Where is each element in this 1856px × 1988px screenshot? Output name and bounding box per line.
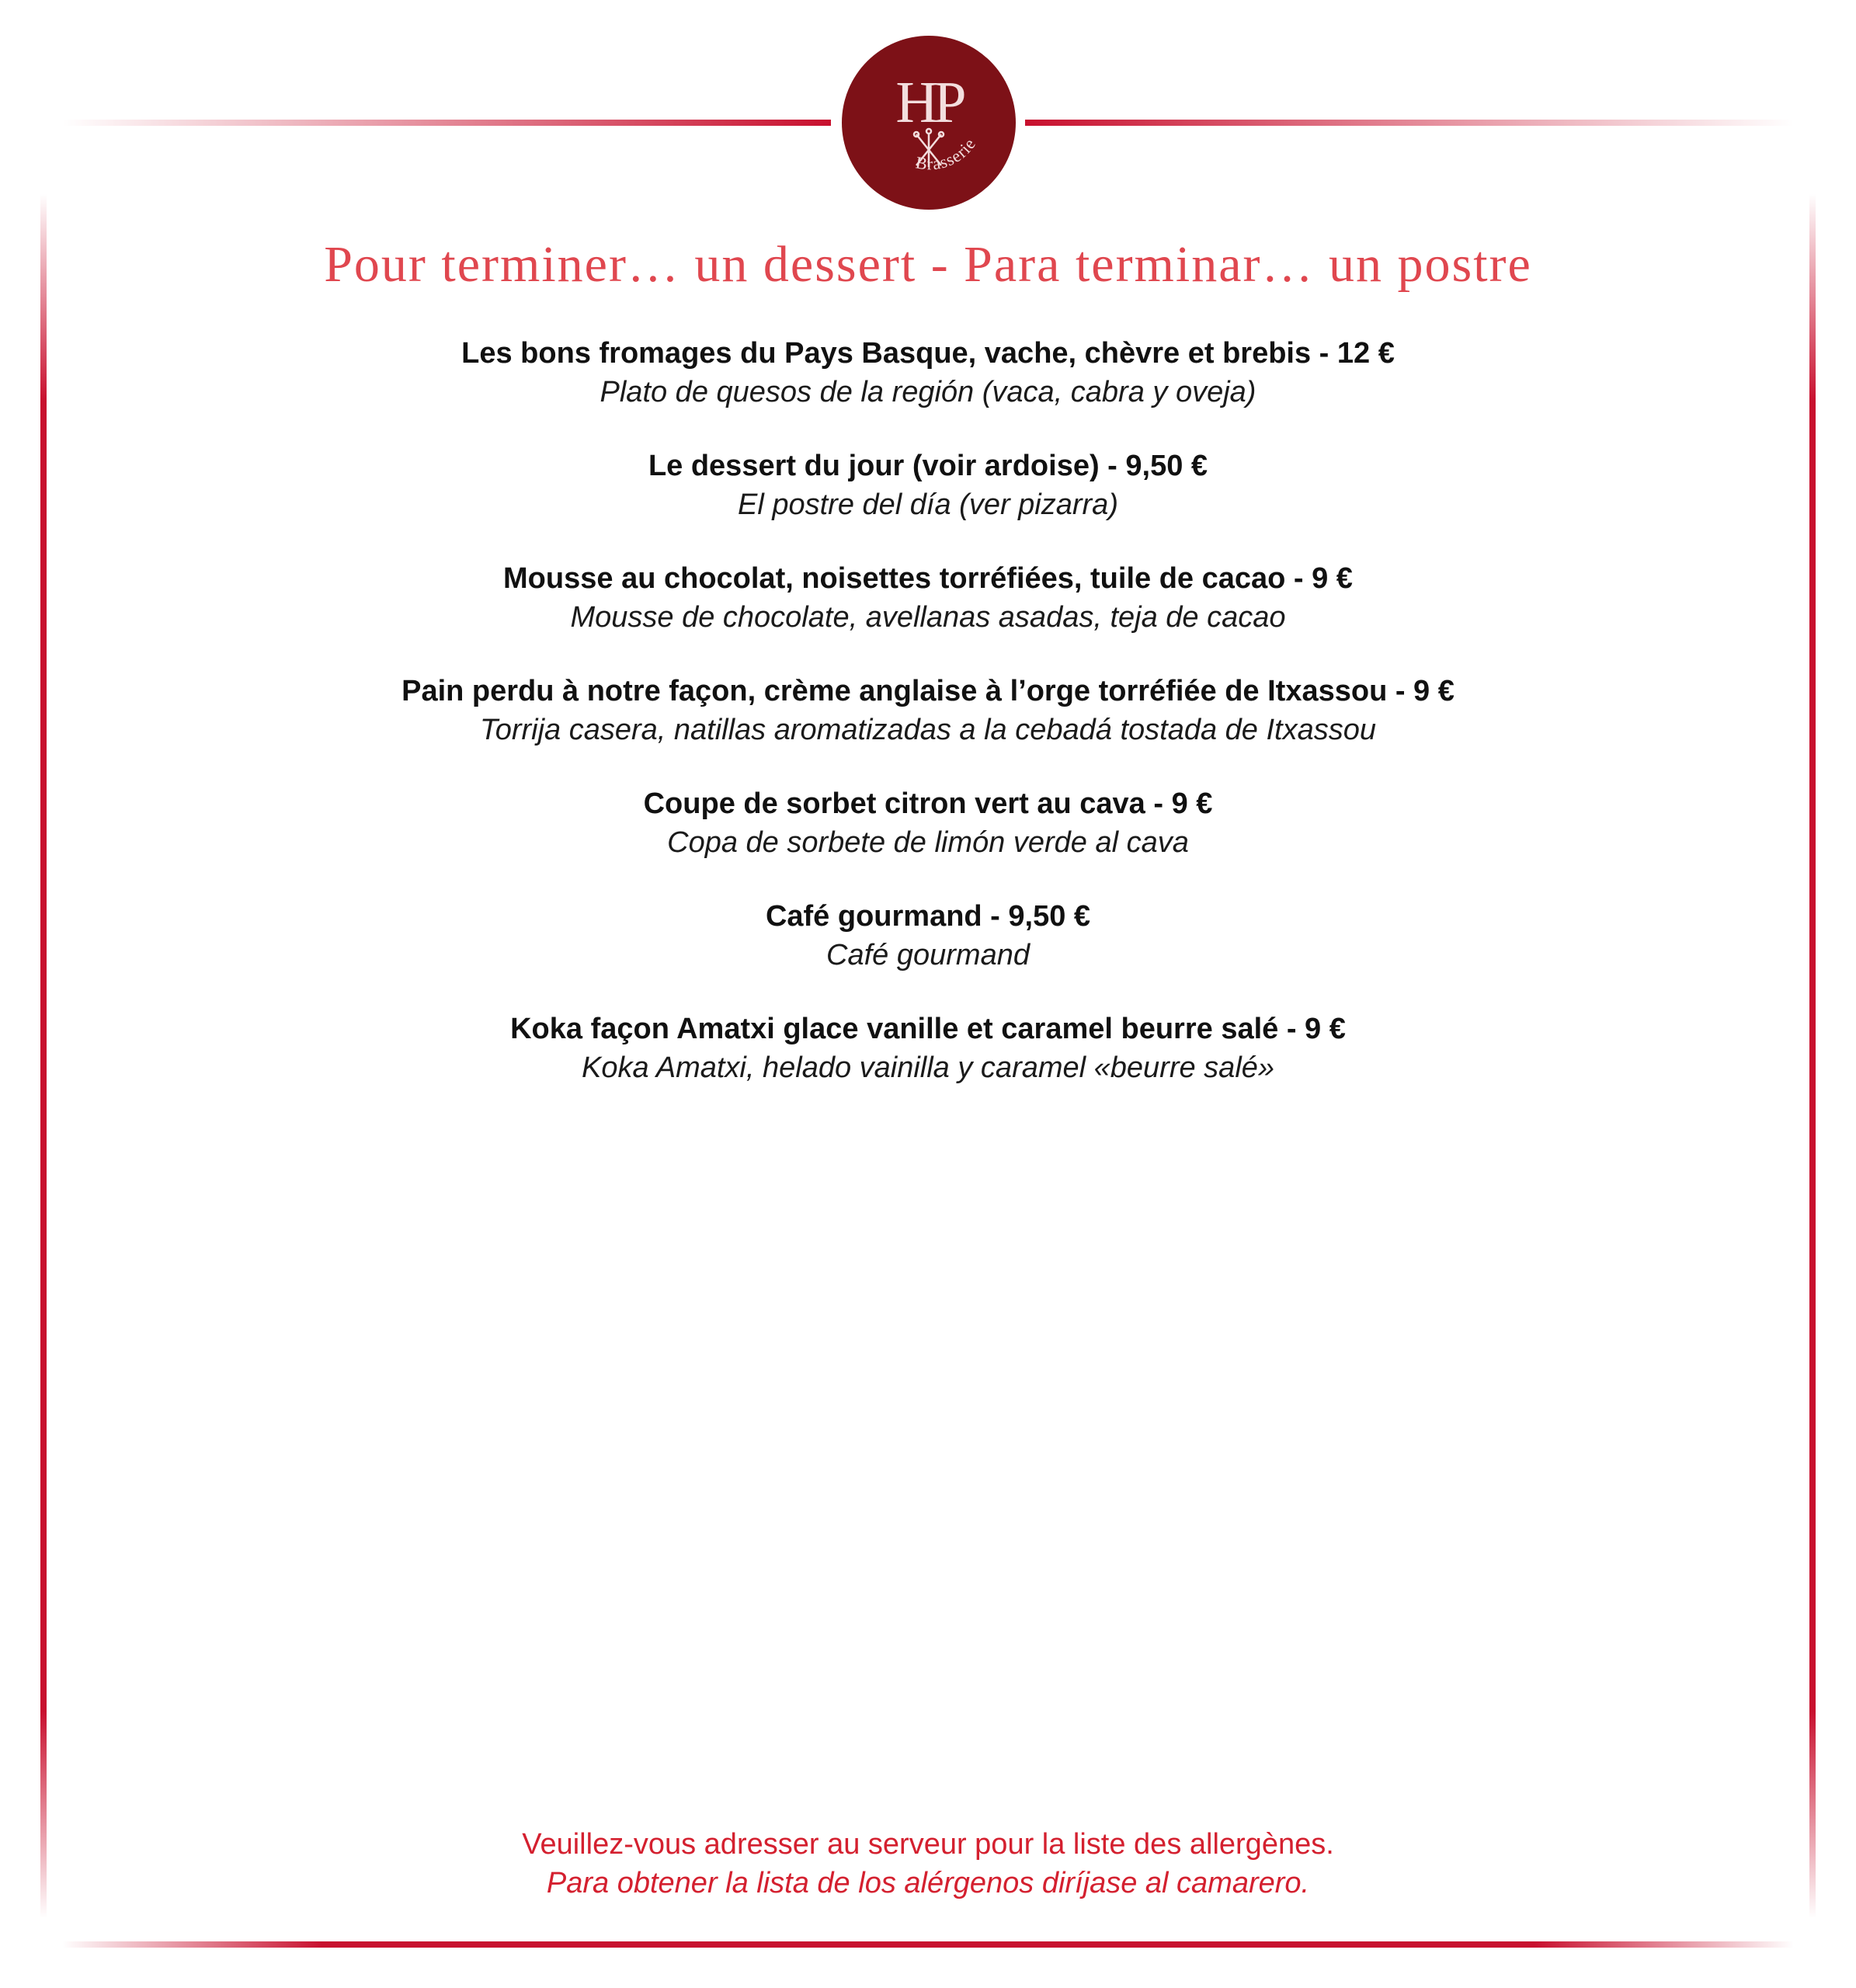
menu-item	[155, 334, 1701, 447]
page-title: Pour terminer… un dessert - Para terminar… un postre	[324, 236, 1532, 293]
item-name-es: Café gourmand	[826, 939, 1030, 971]
menu-item	[155, 784, 1701, 897]
bottom-divider	[62, 1941, 1794, 1948]
allergen-notice-es: Para obtener la lista de los alérgenos diríjase al camarero.	[546, 1867, 1310, 1899]
top-left-divider	[62, 120, 831, 126]
brasserie-logo	[841, 35, 1017, 210]
logo-emblem-icon	[841, 35, 1017, 210]
item-name-fr: Le dessert du jour (voir ardoise) - 9,50 €	[648, 450, 1208, 482]
right-border	[1809, 194, 1816, 1918]
item-name-es: El postre del día (ver pizarra)	[738, 488, 1118, 521]
top-right-divider	[1025, 120, 1794, 126]
item-name-es: Koka Amatxi, helado vainilla y caramel «beurre salé»	[581, 1051, 1275, 1084]
left-border	[40, 194, 47, 1918]
menu-item	[155, 897, 1701, 1010]
item-name-es: Plato de quesos de la región (vaca, cabra y oveja)	[600, 376, 1256, 408]
logo-subtitle: Brasserie	[914, 134, 980, 174]
item-name-es: Copa de sorbete de limón verde al cava	[667, 826, 1189, 859]
allergen-notice	[0, 1825, 1856, 1903]
item-name-fr: Les bons fromages du Pays Basque, vache, chèvre et brebis - 12 €	[461, 337, 1395, 370]
item-name-fr: Café gourmand - 9,50 €	[765, 900, 1091, 933]
menu-item	[155, 672, 1701, 784]
item-name-es: Mousse de chocolate, avellanas asadas, teja de cacao	[570, 601, 1286, 634]
item-name-es: Torrija casera, natillas aromatizadas a la cebadá tostada de Itxassou	[479, 714, 1377, 746]
logo-monogram: HP	[895, 70, 962, 135]
item-name-fr: Pain perdu à notre façon, crème anglaise à l’orge torréfiée de Itxassou - 9 €	[401, 675, 1455, 707]
menu-item	[155, 559, 1701, 672]
allergen-notice-fr: Veuillez-vous adresser au serveur pour la liste des allergènes.	[522, 1828, 1334, 1861]
menu-item	[155, 1010, 1701, 1122]
dessert-menu	[155, 334, 1701, 1122]
item-name-fr: Coupe de sorbet citron vert au cava - 9 €	[643, 787, 1213, 820]
menu-item	[155, 447, 1701, 559]
item-name-fr: Koka façon Amatxi glace vanille et caramel beurre salé - 9 €	[510, 1013, 1346, 1045]
item-name-fr: Mousse au chocolat, noisettes torréfiées, tuile de cacao - 9 €	[503, 562, 1353, 595]
